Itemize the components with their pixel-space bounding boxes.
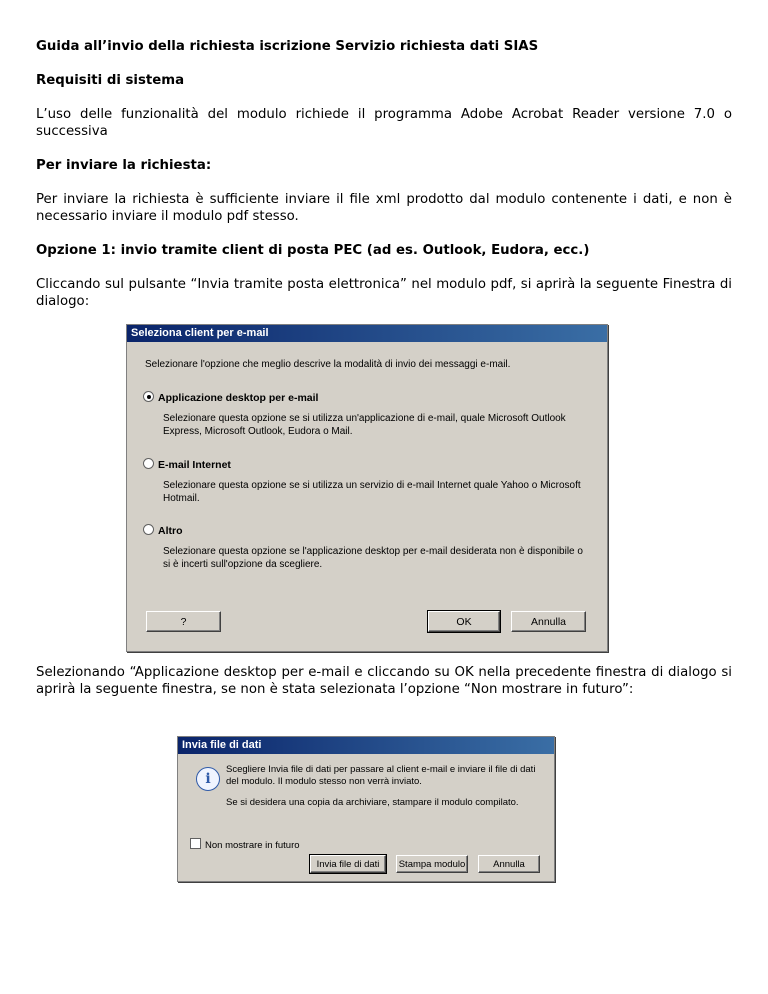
option-desktop-app[interactable] (143, 391, 583, 438)
dialog-intro: Selezionare l'opzione che meglio descrive la modalità di invio dei messaggi e-mail. (145, 359, 511, 370)
send-data-file-dialog (177, 736, 555, 882)
info-icon: i (196, 767, 220, 791)
option-label: E-mail Internet (158, 459, 231, 471)
ok-button[interactable]: OK (428, 611, 500, 632)
option1-text: Cliccando sul pulsante “Invia tramite posta elettronica” nel modulo pdf, si aprirà la seguente Finestra di dialogo: (36, 277, 732, 309)
after-dialog-text-block (36, 664, 732, 698)
option-description: Selezionare questa opzione se l'applicazione desktop per e-mail desiderata non è disponibile o si è incerti sull'opzione da scegliere. (163, 546, 583, 570)
after-dialog-text: Selezionando “Applicazione desktop per e-mail e cliccando su OK nella precedente finestra di dialogo si aprirà la seguente finestra, se non è stata selezionata l’opzione “Non mostrare in futuro”: (36, 665, 732, 697)
requirements-heading: Requisiti di sistema (36, 73, 185, 88)
help-button[interactable]: ? (146, 611, 221, 632)
print-form-button[interactable]: Stampa modulo (396, 855, 468, 873)
send-data-file-button[interactable]: Invia file di dati (310, 855, 386, 873)
option-description: Selezionare questa opzione se si utilizza un'applicazione di e-mail, quale Microsoft Outlook Express, Microsoft Outlook, Eudora o Mail. (163, 413, 566, 437)
option-internet-email[interactable] (143, 458, 583, 505)
checkbox-label: Non mostrare in futuro (205, 840, 300, 851)
option1-heading: Opzione 1: invio tramite client di posta PEC (ad es. Outlook, Eudora, ecc.) (36, 243, 590, 258)
send-heading: Per inviare la richiesta: (36, 158, 212, 173)
radio-icon[interactable] (143, 524, 154, 535)
option-description: Selezionare questa opzione se si utilizza un servizio di e-mail Internet quale Yahoo o Microsoft Hotmail. (163, 480, 581, 504)
select-email-client-dialog (126, 324, 608, 652)
checkbox-icon[interactable] (190, 838, 201, 849)
cancel-button[interactable]: Annulla (478, 855, 540, 873)
dialog-title: Invia file di dati (178, 737, 554, 754)
dont-show-again-checkbox[interactable] (190, 838, 300, 851)
dialog-title: Seleziona client per e-mail (127, 325, 607, 342)
option-label: Altro (158, 525, 183, 537)
radio-icon[interactable] (143, 458, 154, 469)
option-other[interactable] (143, 524, 583, 571)
dialog-message-archive: Se si desidera una copia da archiviare, stampare il modulo compilato. (226, 797, 519, 808)
page-title: Guida all’invio della richiesta iscrizione Servizio richiesta dati SIAS (36, 39, 539, 54)
document-body (36, 38, 732, 310)
dialog-message: Scegliere Invia file di dati per passare al client e-mail e inviare il file di dati del modulo. Il modulo stesso non verrà inviato. (226, 764, 536, 787)
cancel-button[interactable]: Annulla (511, 611, 586, 632)
option-label: Applicazione desktop per e-mail (158, 392, 319, 404)
requirements-text: L’uso delle funzionalità del modulo richiede il programma Adobe Acrobat Reader versione 7.0 o successiva (36, 107, 732, 139)
send-text: Per inviare la richiesta è sufficiente inviare il file xml prodotto dal modulo contenente i dati, e non è necessario inviare il modulo pdf stesso. (36, 192, 732, 224)
radio-selected-icon[interactable] (143, 391, 154, 402)
